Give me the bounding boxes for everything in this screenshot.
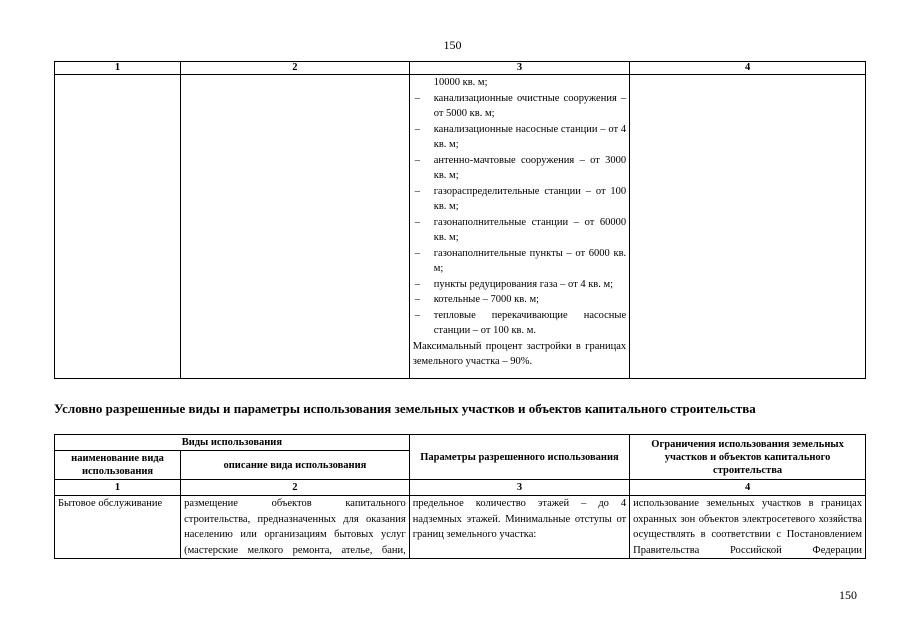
list-item: – антенно-мачтовые сооружения – от 3000 кв. м; [413,153,626,184]
list-item: – газораспределительные станции – от 100 кв. м; [413,184,626,215]
col-number-2: 2 [181,480,410,496]
continued-table [54,61,866,379]
list-item: – канализационные очистные сооружения – от 5000 кв. м; [413,91,626,122]
list-item: – котельные – 7000 кв. м; [413,292,626,308]
section-heading: Условно разрешенные виды и параметры использования земельных участков и объектов капитального строительства [54,401,756,416]
col-number-1: 1 [55,480,181,496]
table-row [55,496,866,559]
page-number-bottom: 150 [839,588,857,602]
col-number-3: 3 [409,62,629,75]
facility-area-list [413,91,626,339]
empty-cell-4 [630,75,866,379]
params-header: Параметры разрешенного использования [409,435,629,480]
col-number-4: 4 [630,480,866,496]
col-number-1: 1 [55,62,181,75]
uses-group-header: Виды использования [55,435,410,451]
use-description-header: описание вида использования [181,451,410,480]
continued-line: 10000 кв. м; [433,77,488,88]
list-item: – газонаполнительные пункты – от 6000 кв. м; [413,246,626,277]
list-item: – газонаполнительные станции – от 60000 кв. м; [413,215,626,246]
list-item: – пункты редуцирования газа – от 4 кв. м; [413,277,626,293]
empty-cell-2 [181,75,410,379]
params-cell: предельное количество этажей – до 4 надземных этажей. Минимальные отступы от границ земельного участка: [409,496,629,559]
restrictions-header: Ограничения использования земельных участков и объектов капитального строительства [630,435,866,480]
restrictions-cell: использование земельных участков в границах охранных зон объектов электросетевого хозяйства осуществлять в соответствии с Постановлением Правительства Российской Федерации [630,496,866,559]
use-description-cell: размещение объектов капитального строительства, предназначенных для оказания населению или организациям бытовых услуг (мастерские мелкого ремонта, ателье, бани, [181,496,410,559]
page-number-top: 150 [443,38,462,52]
conditional-uses-table [54,434,866,559]
empty-cell-1 [55,75,181,379]
parameters-cell [409,75,629,379]
header-row-1 [55,435,866,451]
use-name-cell: Бытовое обслуживание [55,496,181,559]
use-name-header: наименование вида использования [55,451,181,480]
list-item: – канализационные насосные станции – от 4 кв. м; [413,122,626,153]
table-row [55,75,866,379]
list-item: – тепловые перекачивающие насосные станции – от 100 кв. м. [413,308,626,339]
column-number-row [55,480,866,496]
column-number-row [55,62,866,75]
col-number-4: 4 [630,62,866,75]
max-building-percent: Максимальный процент застройки в границах земельного участка – 90%. [412,340,627,367]
col-number-3: 3 [409,480,629,496]
col-number-2: 2 [181,62,410,75]
